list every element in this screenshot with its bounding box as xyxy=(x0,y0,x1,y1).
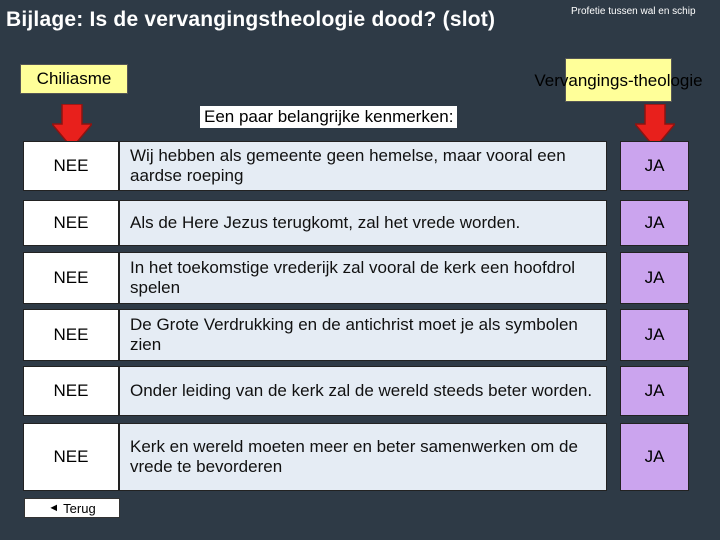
page-subtitle: Profetie tussen wal en schip xyxy=(571,6,696,17)
row-4-statement: De Grote Verdrukking en de antichrist moet je als symbolen zien xyxy=(119,309,607,361)
vervangingstheologie-label xyxy=(534,58,703,102)
back-arrow-icon: ◄ xyxy=(48,502,60,514)
row-3-statement: In het toekomstige vrederijk zal vooral de kerk een hoofdrol spelen xyxy=(119,252,607,304)
row-1-nee: NEE xyxy=(23,141,119,191)
row-4-nee: NEE xyxy=(23,309,119,361)
page-title: Bijlage: Is de vervangingstheologie dood? (slot) xyxy=(6,8,496,31)
row-2-statement: Als de Here Jezus terugkomt, zal het vrede worden. xyxy=(119,200,607,246)
row-1-statement: Wij hebben als gemeente geen hemelse, maar vooral een aardse roeping xyxy=(119,141,607,191)
row-6-statement: Kerk en wereld moeten meer en beter samenwerken om de vrede te bevorderen xyxy=(119,423,607,491)
row-5-statement: Onder leiding van de kerk zal de wereld steeds beter worden. xyxy=(119,366,607,416)
row-4-ja: JA xyxy=(620,309,689,361)
row-6-ja: JA xyxy=(620,423,689,491)
row-2-nee: NEE xyxy=(23,200,119,246)
chiliasme-label: Chiliasme xyxy=(20,64,128,94)
row-5-ja: JA xyxy=(620,366,689,416)
row-3-nee: NEE xyxy=(23,252,119,304)
back-button-label: Terug xyxy=(63,500,96,516)
row-6-nee: NEE xyxy=(23,423,119,491)
intro-heading: Een paar belangrijke kenmerken: xyxy=(200,106,457,128)
row-5-nee: NEE xyxy=(23,366,119,416)
back-button[interactable] xyxy=(24,498,120,518)
row-2-ja: JA xyxy=(620,200,689,246)
vervangingstheologie-label-line2: theologie xyxy=(633,70,703,90)
row-3-ja: JA xyxy=(620,252,689,304)
vervangingstheologie-label-line1: Vervangings- xyxy=(534,70,634,90)
row-1-ja: JA xyxy=(620,141,689,191)
